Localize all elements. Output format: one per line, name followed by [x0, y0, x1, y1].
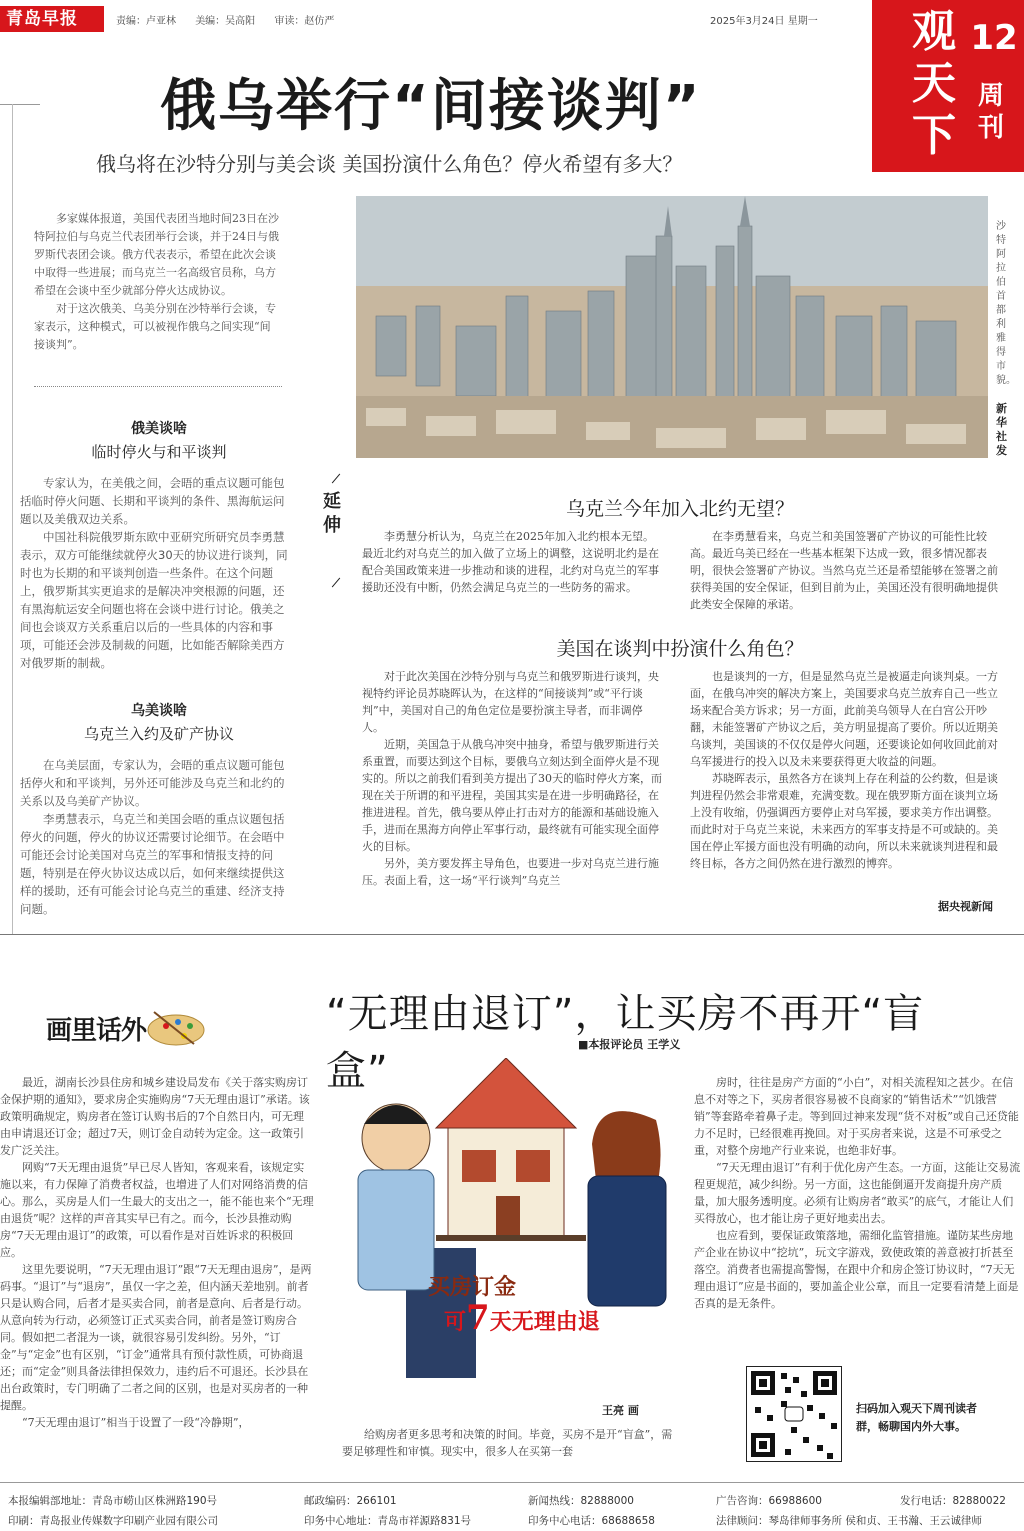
editor-credits [116, 12, 350, 27]
riyadh-photo [356, 196, 988, 458]
qr-code[interactable] [746, 1366, 842, 1462]
commentary-left-column [0, 1074, 314, 1431]
lede [34, 210, 280, 354]
main-headline: 俄乌举行“间接谈判” [160, 74, 702, 139]
paragraph: 也是谈判的一方，但是显然乌克兰是被逼走向谈判桌。一方面，在俄乌冲突的解决方案上，美国要求乌克兰放弃自己一些立场来配合美方诉求；另一方面，此前美乌领导人在白宫公开吵翻，未能签署矿产协议之后，美方明显提高了要价。所以近期美乌谈判，美国谈的不仅仅是停火问题，还要谈论如何收回此前对乌军援进行的投入以及未来要获得更大收益的问题。 [690, 670, 998, 768]
footer-print-address: 印务中心地址：青岛市祥源路831号 [304, 1515, 472, 1527]
section-title: 乌克兰入约及矿产协议 [83, 725, 234, 743]
paragraph: 给购房者更多思考和决策的时间。毕竟，买房不是开“盲盒”，需要足够理性和审慎。现实中，很多人在买第一套 [342, 1428, 673, 1458]
section-divider [0, 934, 1024, 935]
illustrator-credit: 王亮 画 [602, 1404, 639, 1417]
paragraph: “7天无理由退订”相当于设置了一段“冷静期”， [22, 1416, 250, 1429]
news-source: 据央视新闻 [938, 900, 993, 913]
caption-suffix: 天无理由退 [489, 1309, 600, 1335]
footer-print-phone: 印务中心电话：68688658 [528, 1515, 655, 1527]
section-body [362, 668, 664, 889]
section-title-us-role: 美国在谈判中扮演什么角色？ [556, 638, 804, 660]
byline: ■本报评论员 王学义 [578, 1038, 681, 1051]
paragraph: 在乌美层面，专家认为，会晤的重点议题可能包括停火和和平谈判，另外还可能涉及乌克兰和北约的关系以及乌美矿产协议。 [20, 758, 285, 808]
commentary-headline: “无理由退订”，让买房不再开“盲盒” [326, 991, 925, 1094]
paragraph: 李勇慧分析认为，乌克兰在2025年加入北约根本无望。最近北约对乌克兰的加入做了立场上的调整，这说明北约是在配合美国政策来进一步推动和谈的进程，北约对乌克兰的军事援助还没有中断，仍然会满足乌克兰的一些防务的需求。 [362, 530, 659, 594]
paragraph: 也应看到，要保证政策落地，需细化监管措施。谨防某些房地产企业在协议中“挖坑”，玩文字游戏，致使政策的善意被打折甚至落空。消费者也需提高警惕，在跟中介和房企签订协议时，“7天无理由退订”应是书面的，要加盖企业公章，而且一定要看清楚上面是否真的是无条件。 [694, 1229, 1019, 1310]
footer-distribution: 发行电话：82880022 [900, 1495, 1006, 1507]
section-body [20, 756, 294, 918]
section-weekly: 周刊 [978, 81, 1005, 143]
caption-prefix: 可 [444, 1309, 467, 1335]
section-title: 临时停火与和平谈判 [91, 443, 227, 461]
section-title-nato: 乌克兰今年加入北约无望？ [565, 498, 794, 520]
paragraph: 房时，往往是房产方面的“小白”，对相关流程知之甚少。在信息不对等之下，买房者很容易被不良商家的“销售话术”“饥饿营销”等套路牵着鼻子走。等到回过神来发现“货不对板”或自己还贷能力不足时，已经很难再挽回。对于买房者来说，这是不可承受之重，对整个房地产行业来说，也绝非好事。 [694, 1076, 1019, 1157]
illustration-caption-2 [444, 1298, 600, 1338]
footer-ads: 广告咨询：66988600 [716, 1495, 822, 1507]
section-body [20, 474, 294, 672]
divider [34, 386, 282, 387]
section-heading-ukraine-us [14, 700, 304, 744]
paragraph: 最近，湖南长沙县住房和城乡建设局发布《关于落实购房订金保护期的通知》，要求房企实施购房“7天无理由退订”承诺。该政策明确规定，购房者在签订认购书后的7个自然日内，可无理由申请退还订金；超过7天，则订金自动转为定金。这一政策引发广泛关注。 [0, 1076, 310, 1157]
section-body [362, 528, 664, 596]
reviewer-credit: 审读：赵仿严 [274, 16, 335, 27]
illustration-caption-1: 买房订金 [428, 1274, 517, 1300]
section-body [690, 668, 1006, 872]
page-number: 12 [970, 18, 1018, 58]
paragraph: 中国社科院俄罗斯东欧中亚研究所研究员李勇慧表示，双方可能继续就停火30天的协议进行谈判，同时也为长期的和平谈判创造一些条件。在这个问题上，俄罗斯其实更追求的是解决冲突根源的问题，还有黑海航运安全问题也将在会谈中进行讨论。俄美之间也会谈双方关系重启以后的一些具体的内容和事项，可能还会涉及制裁的问题，比如能否解除美西方对俄罗斯的制裁。 [20, 530, 288, 670]
sub-headline: 俄乌将在沙特分别与美会谈 美国扮演什么角色？停火希望有多大？ [96, 152, 683, 176]
qr-code-icon [747, 1367, 841, 1461]
designer-credit: 美编：吴高阳 [195, 16, 256, 27]
cartoon-illustration [336, 1058, 686, 1418]
editor-credit: 责编：卢亚林 [116, 16, 176, 27]
paragraph: 网购“7天无理由退货”早已尽人皆知，客观来看，该规定实施以来，有力保障了消费者权益，也增进了人们对网络消费的信心。那么，买房是人们一生最大的支出之一，能不能也来个“无理由退货”呢？这样的声音其实早已有之。而今，长沙县推动购房“7天无理由退订”的政策，可以看作是对百姓诉求的积极回应。 [0, 1161, 314, 1259]
paragraph: 这里先要说明，“7天无理由退订”跟“7天无理由退房”，是两码事。“退订”与“退房”，虽仅一字之差，但内涵天差地别。前者只是认购合同，后者才是买卖合同，前者是意向、后者是行动。从意向转为行动，必须签订正式买卖合同，前者是签订购房合同。假如把二者混为一谈，就很容易引发纠纷。另外，“订金”与“定金”也有区别，“订金”通常具有预付款性质，可协商退还；而“定金”则具备法律担保效力，违约后不可退还。长沙县在出台政策时，专门明确了二者之间的区别，也是对买房者的一种提醒。 [0, 1263, 312, 1412]
footer-hotline: 新闻热线：82888000 [528, 1495, 634, 1507]
column-name: 画里话外 [46, 1016, 147, 1046]
newspaper-logo: 青岛早报 [0, 6, 104, 32]
lede-paragraph: 多家媒体报道，美国代表团当地时间23日在沙特阿拉伯与乌克兰代表团举行会谈，并于24日与俄罗斯代表团会谈。俄方代表表示，希望在此次会谈中取得一些进展；而乌克兰一名高级官员称，乌方希望在会谈中至少就部分停火达成协议。 [34, 212, 279, 297]
commentary-right-column [694, 1074, 1022, 1312]
section-heading-russia-us [14, 418, 304, 462]
commentary-middle-column [342, 1426, 676, 1460]
lede-paragraph: 对于这次俄美、乌美分别在沙特举行会谈，专家表示，这种模式，可以被视作俄乌之间实现“间接谈判”。 [34, 302, 276, 351]
paragraph: 对于此次美国在沙特分别与乌克兰和俄罗斯进行谈判，央视特约评论员苏晓晖认为，在这样的“间接谈判”或“平行谈判”中，美国对自己的角色定位是要扮演主导者，而非调停人。 [362, 670, 659, 734]
extension-label: 延伸 [323, 491, 341, 536]
section-kicker: 乌美谈啥 [131, 703, 187, 719]
footer-legal: 法律顾问：琴岛律师事务所 侯和贞、王书瀚、王云诚律师 [716, 1515, 982, 1527]
divider [332, 578, 340, 588]
imprint-footer [0, 1482, 1024, 1531]
paragraph: 专家认为，在美俄之间，会晤的重点议题可能包括临时停火问题、长期和平谈判的条件、黑海航运问题以及美俄双边关系。 [20, 476, 285, 526]
house-handover-drawing [336, 1058, 686, 1418]
section-body [690, 528, 1006, 613]
section-kicker: 俄美谈啥 [131, 421, 187, 437]
issue-date: 2025年3月24日 星期一 [710, 16, 818, 27]
paragraph: “7天无理由退订”有利于优化房产生态。一方面，这能让交易流程更规范，减少纠纷。另一方面，这也能倒逼开发商提升房产质量，加大服务透明度。必须有让购房者“敢买”的底气，才能让人们买得放心，也才能让房子更好地卖出去。 [694, 1161, 1021, 1225]
photo-credit: 新华社发 [996, 402, 1007, 457]
city-skyline-image [356, 196, 988, 458]
footer-postcode: 邮政编码：266101 [304, 1495, 397, 1507]
paragraph: 李勇慧表示，乌克兰和美国会晤的重点议题包括停火的问题，停火的协议还需要讨论细节。在会晤中可能还会讨论美国对乌克兰的军事和情报支持的问题，特别是在停火协议达成以后，如何来继续提供这样的援助，还有可能会讨论乌克兰的重建、经济支持问题。 [20, 812, 285, 916]
caption-number: 7 [466, 1298, 490, 1338]
paragraph: 在李勇慧看来，乌克兰和美国签署矿产协议的可能性比较高。最近乌美已经在一些基本框架下达成一致，很多情况都表明，很快会签署矿产协议。当然乌克兰还是希望能够在签署之前获得美国的安全保证，但到目前为止，美国还没有很明确地提供此类安全保障的承诺。 [690, 530, 998, 611]
paragraph: 另外，美方要发挥主导角色，也要进一步对乌克兰进行施压。表面上看，这一场“平行谈判”乌克兰 [362, 857, 659, 887]
paragraph: 近期，美国急于从俄乌冲突中抽身，希望与俄罗斯进行关系重置，而要达到这个目标，要俄乌立刻达到全面停火是不现实的。所以之前我们看到美方提出了30天的临时停火方案，而现在关于所谓的和平进程，美国其实是在进一步明确路径，在推进进程。首先，俄乌要从停止打击对方的能源和基础设施入手，进而在黑海方向停止军事行动，最终就有可能实现全面停火的目标。 [362, 738, 662, 853]
footer-printer: 印刷：青岛报业传媒数字印刷产业园有限公司 [8, 1515, 218, 1527]
divider [332, 474, 340, 484]
footer-address: 本报编辑部地址：青岛市崂山区株洲路190号 [8, 1495, 218, 1507]
divider [12, 104, 13, 934]
divider [0, 104, 40, 105]
qr-caption: 扫码加入观天下周刊读者群，畅聊国内外大事。 [856, 1402, 977, 1433]
paragraph: 苏晓晖表示，虽然各方在谈判上存在利益的公约数，但是谈判进程仍然会非常艰难，充满变数。现在俄罗斯方面在谈判立场上没有收缩，仍强调西方要停止对乌军援，要求美方作出调整。而此时对于乌克兰来说，未来西方的军事支持是不可或缺的。美国在停止军援方面也没有明确的动向，所以未来就谈判进程和最终目标，各方之间仍然在进行激烈的博弈。 [690, 772, 998, 870]
photo-caption: 沙特阿拉伯首都利雅得市貌。 [996, 221, 1016, 386]
section-title: 观天下 [912, 6, 956, 161]
